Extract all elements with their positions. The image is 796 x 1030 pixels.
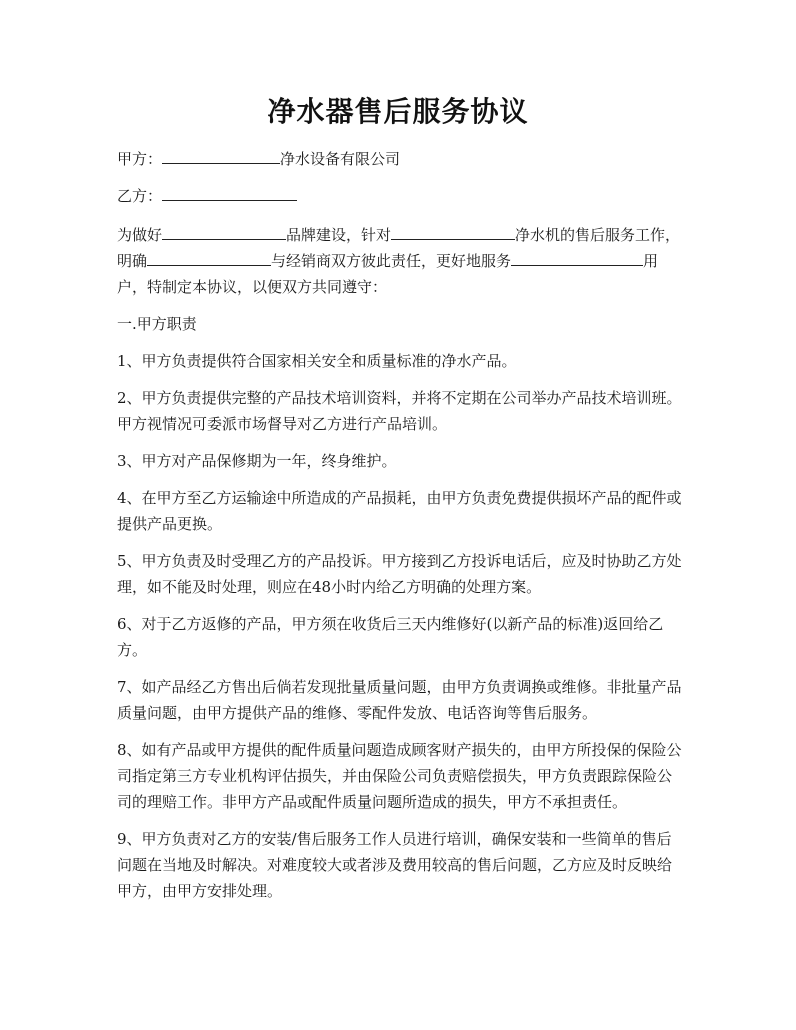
party-a-line [117,146,685,172]
intro-paragraph [117,222,685,300]
intro-text-3: 净水机的售后服务工作，明确 [117,226,681,270]
section-a-item-2: 2、甲方负责提供完整的产品技术培训资料，并将不定期在公司举办产品技术培训班。甲方视情况可委派市场督导对乙方进行产品培训。 [117,389,682,433]
section-a-item-8: 8、如有产品或甲方提供的配件质量问题造成顾客财产损失的，由甲方所投保的保险公司指定第三方专业机构评估损失，并由保险公司负责赔偿损失，甲方负责跟踪保险公司的理赔工作。非甲方产品或配件质量问题所造成的损失，甲方不承担责任。 [117,741,682,811]
document-title: 净水器售后服务协议 [267,95,529,128]
party-a-label: 甲方： [117,150,163,168]
intro-blank-company [147,248,271,266]
section-a-heading: 一.甲方职责 [117,315,197,333]
section-a-item-1: 1、甲方负责提供符合国家相关安全和质量标准的净水产品。 [117,352,517,370]
section-a-item-6: 6、对于乙方返修的产品，甲方须在收货后三天内维修好(以新产品的标准)返回给乙方。 [117,615,664,659]
section-a-item-7: 7、如产品经乙方售出后倘若发现批量质量问题，由甲方负责调换或维修。非批量产品质量问题，由甲方提供产品的维修、零配件发放、电话咨询等售后服务。 [117,678,682,722]
party-b-line [117,183,685,209]
party-b-blank [162,183,297,201]
intro-text-2: 品牌建设，针对 [286,226,392,244]
party-a-blank [162,146,280,164]
document-body [117,146,685,915]
intro-text-5: 用户，特制定本协议，以便双方共同遵守： [117,252,659,296]
party-b-label: 乙方： [117,187,163,205]
intro-blank-brand [162,222,286,240]
party-a-suffix: 净水设备有限公司 [280,150,401,168]
section-a-item-5: 5、甲方负责及时受理乙方的产品投诉。甲方接到乙方投诉电话后，应及时协助乙方处理，如不能及时处理，则应在48小时内给乙方明确的处理方案。 [117,552,682,596]
intro-text-1: 为做好 [117,226,163,244]
section-a-item-9: 9、甲方负责对乙方的安装/售后服务工作人员进行培训，确保安装和一些简单的售后问题在当地及时解决。对难度较大或者涉及费用较高的售后问题，乙方应及时反映给甲方，由甲方安排处理。 [117,830,673,900]
section-a-item-3: 3、甲方对产品保修期为一年，终身维护。 [117,452,397,470]
intro-blank-product [391,222,515,240]
intro-blank-region [511,248,643,266]
intro-text-4: 与经销商双方彼此责任，更好地服务 [271,252,512,270]
section-a-item-4: 4、在甲方至乙方运输途中所造成的产品损耗，由甲方负责免费提供损坏产品的配件或提供产品更换。 [117,489,682,533]
